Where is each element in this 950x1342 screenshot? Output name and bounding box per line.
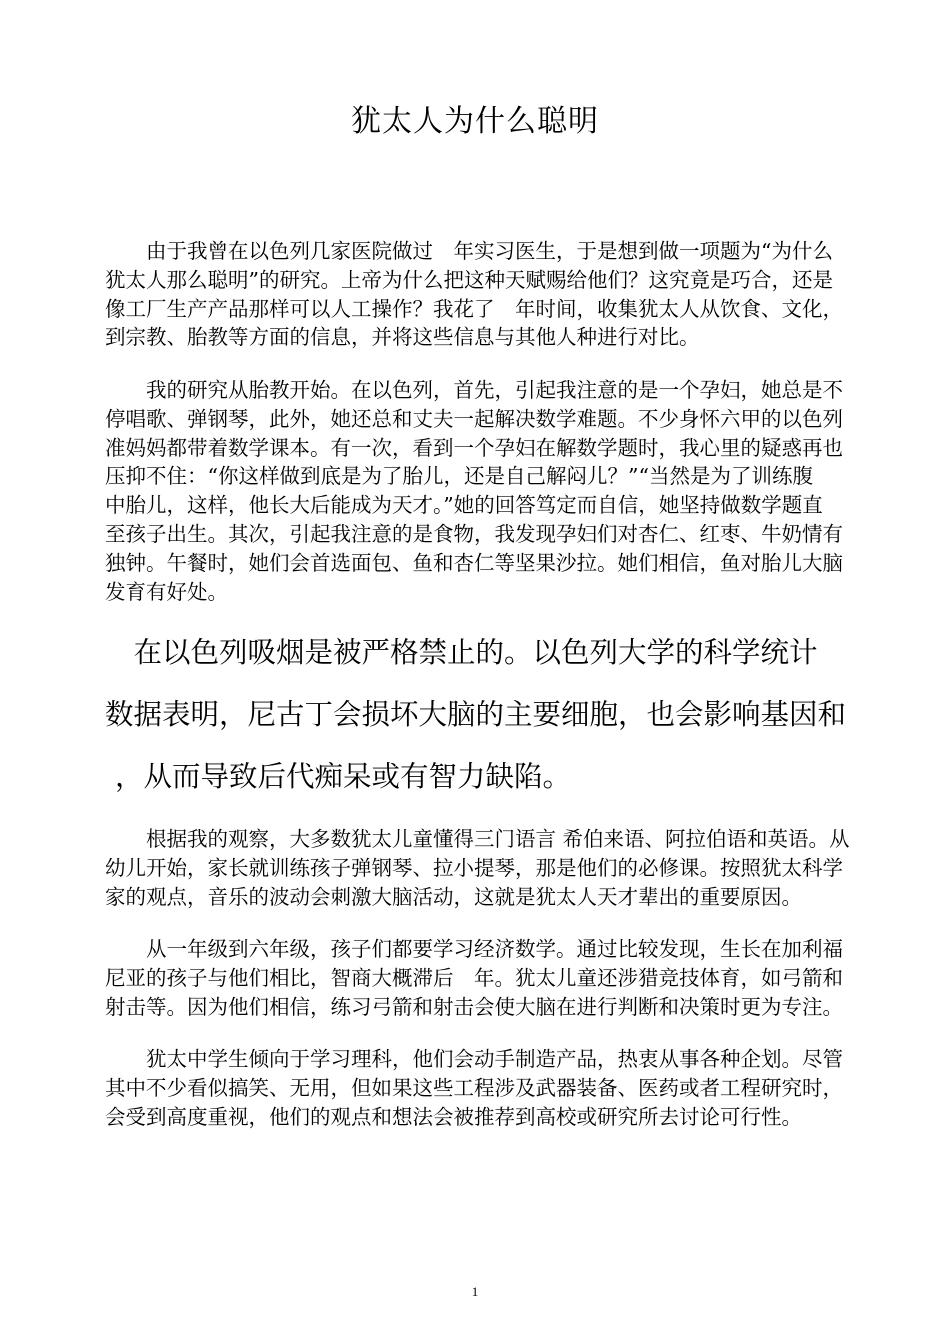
text-line: 从一年级到六年级，孩子们都要学习经济数学。通过比较发现，生长在加利福 xyxy=(105,937,843,961)
paragraph-6 xyxy=(105,1045,893,1131)
text-line: 独钟。午餐时，她们会首选面包、鱼和杏仁等坚果沙拉。她们相信，鱼对胎儿大脑 xyxy=(105,550,843,575)
paragraph-3-large xyxy=(105,622,905,808)
text-line: 会受到高度重视，他们的观点和想法会被推荐到高校或研究所去讨论可行性。 xyxy=(105,1104,802,1129)
text-line: 家的观点，音乐的波动会刺激大脑活动，这就是犹太人天才辈出的重要原因。 xyxy=(105,884,802,909)
paragraph-5 xyxy=(105,935,893,1021)
text-line: 压抑不住：“你这样做到底是为了胎儿，还是自己解闷儿？”“当然是为了训练腹 xyxy=(105,464,813,489)
paragraph-2 xyxy=(105,376,893,606)
text-line: 其中不少看似搞笑、无用，但如果这些工程涉及武器装备、医药或者工程研究时， xyxy=(105,1075,843,1100)
paragraph-4 xyxy=(105,825,893,911)
text-line: 至孩子出生。其次，引起我注意的是食物，我发现孕妇们对杏仁、红枣、牛奶情有 xyxy=(105,521,843,546)
text-line: 准妈妈都带着数学课本。有一次，看到一个孕妇在解数学题时，我心里的疑惑再也 xyxy=(105,435,843,460)
text-line: 我的研究从胎教开始。在以色列，首先，引起我注意的是一个孕妇，她总是不 xyxy=(105,378,843,402)
text-line: 像工厂生产产品那样可以人工操作？我花了 年时间，收集犹太人从饮食、文化， xyxy=(105,296,843,321)
text-line: 由于我曾在以色列几家医院做过 年实习医生，于是想到做一项题为“为什么 xyxy=(105,239,833,263)
page-number: 1 xyxy=(471,1284,479,1299)
text-line: 尼亚的孩子与他们相比，智商大概滞后 年。犹太儿童还涉猎竞技体育，如弓箭和 xyxy=(105,965,843,990)
document-title: 犹太人为什么聪明 xyxy=(351,104,599,139)
text-line: 停唱歌、弹钢琴，此外，她还总和丈夫一起解决数学难题。不少身怀六甲的以色列 xyxy=(105,406,843,431)
text-line: 幼儿开始，家长就训练孩子弹钢琴、拉小提琴，那是他们的必修课。按照犹太科学 xyxy=(105,855,843,880)
text-line: 数据表明，尼古丁会损坏大脑的主要细胞，也会影响基因和 xyxy=(105,698,847,731)
text-line: 到宗教、胎教等方面的信息，并将这些信息与其他人种进行对比。 xyxy=(105,325,700,350)
text-line: 犹太人那么聪明”的研究。上帝为什么把这种天赋赐给他们？这究竟是巧合，还是 xyxy=(105,267,833,292)
text-line: 中胎儿，这样，他长大后能成为天才。”她的回答笃定而自信，她坚持做数学题直 xyxy=(105,493,823,518)
text-line: ，从而导致后代痴呆或有智力缺陷。 xyxy=(115,760,572,793)
text-line: 根据我的观察，大多数犹太儿童懂得三门语言 希伯来语、阿拉伯语和英语。从 xyxy=(105,827,850,851)
paragraph-1 xyxy=(105,237,893,352)
text-line: 犹太中学生倾向于学习理科，他们会动手制造产品，热衷从事各种企划。尽管 xyxy=(105,1047,843,1071)
text-line: 发育有好处。 xyxy=(105,579,228,604)
text-line: 射击等。因为他们相信，练习弓箭和射击会使大脑在进行判断和决策时更为专注。 xyxy=(105,994,843,1019)
text-line: 在以色列吸烟是被严格禁止的。以色列大学的科学统计 xyxy=(105,636,818,669)
